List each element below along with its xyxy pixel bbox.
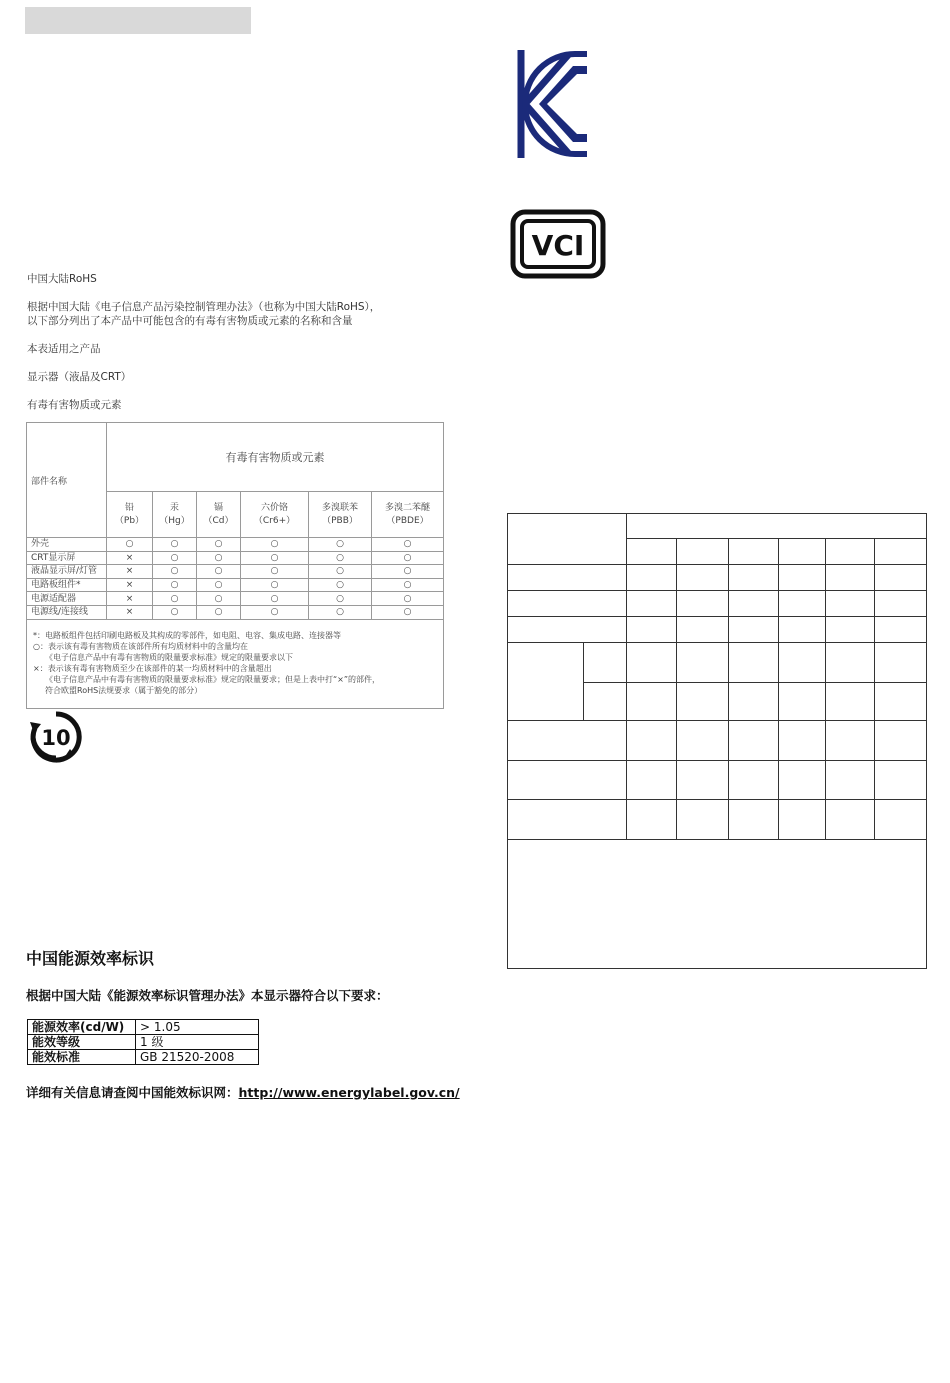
- part-header: 部件名称: [27, 423, 107, 538]
- substance-column-header: [241, 492, 309, 538]
- energylabel-link[interactable]: http://www.energylabel.gov.cn/: [238, 1085, 460, 1100]
- table-row: [27, 592, 444, 606]
- substance-mark: ○: [309, 565, 372, 579]
- energy-value: > 1.05: [136, 1020, 259, 1035]
- part-name: 液晶显示屏/灯管: [27, 565, 107, 579]
- more-info: [26, 1083, 460, 1101]
- energy-key: 能源效率(cd/W): [28, 1020, 136, 1035]
- substance-name: 多溴二苯醚: [385, 502, 431, 513]
- rohs-notes: [27, 619, 444, 708]
- substance-mark: ○: [197, 592, 241, 606]
- substance-name: 铅: [124, 502, 134, 513]
- rohs-note-line: 《电子信息产品中有毒有害物质的限量要求标准》规定的限量要求；但是上表中打“×”的部件，: [45, 674, 380, 684]
- substance-name: 多溴联苯: [321, 502, 358, 513]
- energy-value: GB 21520-2008: [136, 1050, 259, 1065]
- substance-mark: ○: [372, 538, 444, 552]
- substance-symbol: （PBB）: [322, 515, 358, 526]
- substance-mark: ○: [153, 605, 197, 619]
- substance-mark: ○: [197, 538, 241, 552]
- rohs-intro-line2: 以下部分列出了本产品中可能包含的有毒有害物质或元素的名称和含量: [27, 315, 353, 327]
- part-name: 电路板组件*: [27, 578, 107, 592]
- rohs-title: 中国大陆RoHS: [27, 273, 97, 285]
- substance-mark: ○: [372, 565, 444, 579]
- substance-mark: ×: [107, 578, 153, 592]
- substance-name: 镉: [213, 502, 223, 513]
- substance-symbol: （PBDE）: [386, 515, 429, 526]
- vcci-letters: VCI: [531, 229, 585, 262]
- substance-column-header: [372, 492, 444, 538]
- part-name: 外壳: [27, 538, 107, 552]
- substance-symbol: （Cd）: [203, 515, 234, 526]
- substance-mark: ○: [153, 538, 197, 552]
- substance-mark: ○: [241, 605, 309, 619]
- substance-mark: ○: [241, 538, 309, 552]
- substance-column-header: [197, 492, 241, 538]
- substance-mark: ○: [153, 578, 197, 592]
- substance-mark: ○: [372, 551, 444, 565]
- substance-column-header: [309, 492, 372, 538]
- substance-mark: ○: [309, 538, 372, 552]
- substance-mark: ○: [153, 592, 197, 606]
- rohs-note-line: 《电子信息产品中有毒有害物质的限量要求标准》规定的限量要求以下: [45, 652, 293, 662]
- energy-value: 1 级: [136, 1035, 259, 1050]
- substance-column-header: [107, 492, 153, 538]
- substance-symbol: （Hg）: [159, 515, 190, 526]
- part-name: 电源线/连接线: [27, 605, 107, 619]
- rohs-substances-label: 有毒有害物质或元素: [27, 399, 122, 411]
- part-name: CRT显示屏: [27, 551, 107, 565]
- substance-mark: ○: [153, 565, 197, 579]
- kc-logo-icon: [517, 50, 591, 158]
- rohs-product: 显示器（液晶及CRT）: [27, 371, 132, 383]
- more-info-prefix: 详细有关信息请查阅中国能效标识网：: [26, 1085, 239, 1100]
- substance-mark: ○: [372, 605, 444, 619]
- substance-mark: ○: [372, 592, 444, 606]
- substance-mark: ○: [241, 565, 309, 579]
- rohs-applies-label: 本表适用之产品: [27, 343, 101, 355]
- table-row: [27, 565, 444, 579]
- blank-table: [507, 513, 927, 969]
- substance-mark: ○: [197, 551, 241, 565]
- substance-mark: ○: [309, 578, 372, 592]
- energy-key: 能效标准: [28, 1050, 136, 1065]
- energy-requirement: 根据中国大陆《能源效率标识管理办法》本显示器符合以下要求：: [26, 988, 389, 1003]
- substance-name: 六价铬: [260, 502, 288, 513]
- rohs-note-line: 符合欧盟RoHS法规要求（属于豁免的部分）: [45, 685, 203, 695]
- substance-column-header: [153, 492, 197, 538]
- substance-mark: ○: [153, 551, 197, 565]
- energy-table: [27, 1019, 259, 1065]
- substance-mark: ○: [241, 551, 309, 565]
- table-row: [27, 605, 444, 619]
- substance-mark: ×: [107, 605, 153, 619]
- rohs-note-line: ○：表示该有毒有害物质在该部件所有均质材料中的含量均在: [33, 641, 248, 651]
- substance-mark: ×: [107, 592, 153, 606]
- table-row: [27, 538, 444, 552]
- rohs-table: [26, 422, 444, 709]
- table-row: [28, 1035, 259, 1050]
- table-row: [28, 1020, 259, 1035]
- substance-mark: ×: [107, 565, 153, 579]
- epup-period: 10: [41, 726, 71, 750]
- substance-mark: ○: [372, 578, 444, 592]
- substance-mark: ×: [107, 551, 153, 565]
- epup-10-icon: [26, 708, 86, 764]
- part-name: 电源适配器: [27, 592, 107, 606]
- energy-key: 能效等级: [28, 1035, 136, 1050]
- table-row: [28, 1050, 259, 1065]
- substance-symbol: （Pb）: [114, 515, 145, 526]
- table-row: [27, 578, 444, 592]
- rohs-note-line: *：电路板组件包括印刷电路板及其构成的零部件，如电阻、电容、集成电路、连接器等: [33, 630, 341, 640]
- header-bar: [25, 7, 251, 34]
- substance-name: 汞: [169, 502, 179, 513]
- substance-mark: ○: [309, 592, 372, 606]
- substance-mark: ○: [197, 605, 241, 619]
- vcci-logo-icon: [510, 209, 606, 279]
- substance-symbol: （Cr6+）: [253, 515, 296, 526]
- substance-mark: ○: [197, 578, 241, 592]
- substance-mark: ○: [241, 592, 309, 606]
- substance-mark: ○: [309, 605, 372, 619]
- energy-heading: 中国能源效率标识: [26, 949, 155, 968]
- substance-header: 有毒有害物质或元素: [107, 423, 444, 492]
- substance-mark: ○: [241, 578, 309, 592]
- substance-mark: ○: [107, 538, 153, 552]
- rohs-note-line: ×：表示该有毒有害物质至少在该部件的某一均质材料中的含量超出: [33, 663, 272, 673]
- rohs-intro-line1: 根据中国大陆《电子信息产品污染控制管理办法》（也称为中国大陆RoHS），: [27, 301, 381, 313]
- substance-mark: ○: [197, 565, 241, 579]
- table-row: [27, 551, 444, 565]
- substance-mark: ○: [309, 551, 372, 565]
